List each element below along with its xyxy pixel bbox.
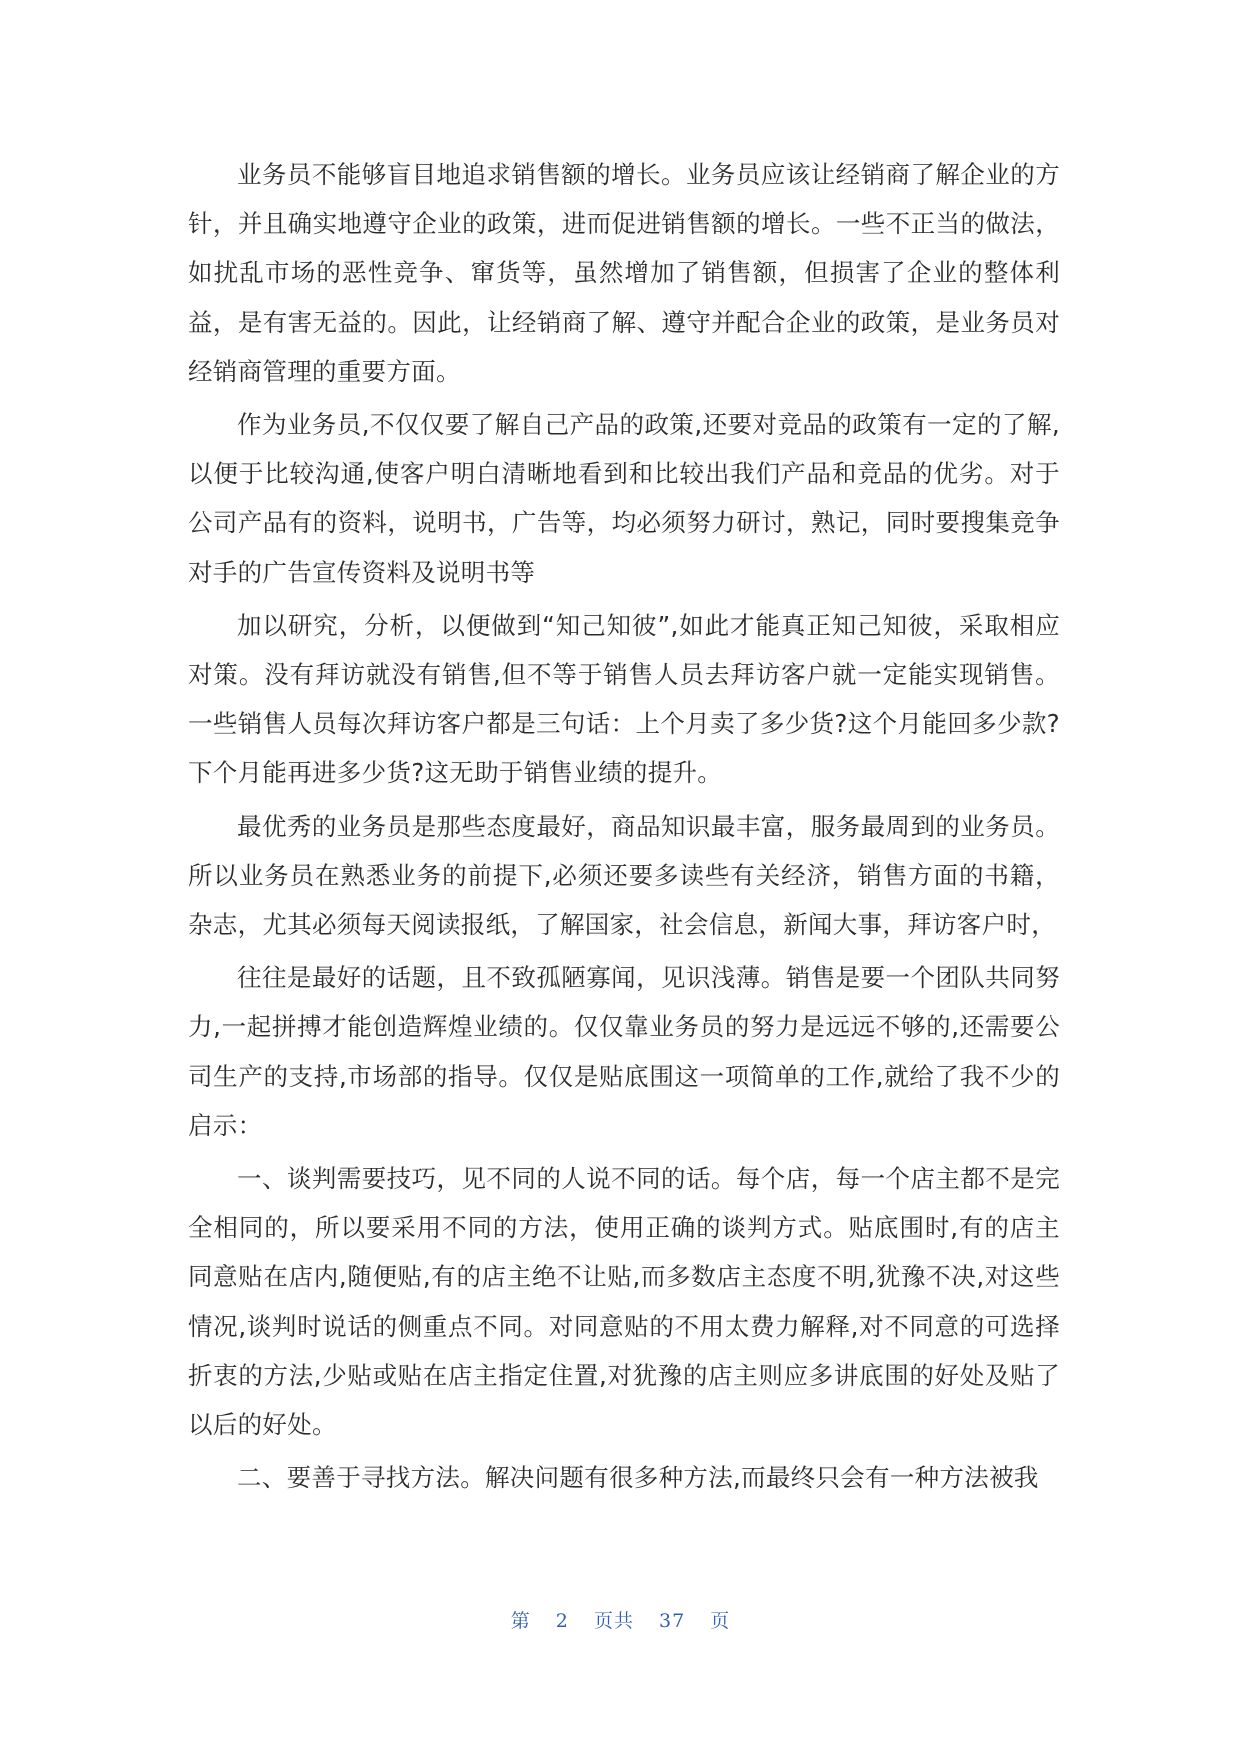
paragraph-3: 加以研究，分析，以便做到“知己知彼”,如此才能真正知己知彼，采取相应对策。没有拜访就没有销售,但不等于销售人员去拜访客户就一定能实现销售。一些销售人员每次拜访客户都是三句话：上个月卖了多少货?这个月能回多少款?下个月能再进多少货?这无助于销售业绩的提升。 xyxy=(188,610,1060,788)
document-body xyxy=(188,150,1060,1502)
paragraph-2: 作为业务员,不仅仅要了解自己产品的政策,还要对竞品的政策有一定的了解,以便于比较沟通,使客户明白清晰地看到和比较出我们产品和竞品的优劣。对于公司产品有的资料，说明书，广告等，均必须努力研讨，熟记，同时要搜集竞争对手的广告宣传资料及说明书等 xyxy=(188,410,1060,587)
paragraph-7: 二、要善于寻找方法。解决问题有很多种方法,而最终只会有一种方法被我 xyxy=(237,1463,1039,1493)
footer-suffix: 页 xyxy=(710,1610,731,1632)
paragraph-6: 一、谈判需要技巧，见不同的人说不同的话。每个店，每一个店主都不是完全相同的，所以要采用不同的方法，使用正确的谈判方式。贴底围时,有的店主同意贴在店内,随便贴,有的店主绝不让贴,而多数店主态度不明,犹豫不决,对这些情况,谈判时说话的侧重点不同。对同意贴的不用太费力解释,对不同意的可选择折衷的方法,少贴或贴在店主指定住置,对犹豫的店主则应多讲底围的好处及贴了以后的好处。 xyxy=(188,1164,1060,1440)
footer-middle: 页共 xyxy=(593,1610,634,1632)
footer-prefix: 第 xyxy=(510,1610,531,1632)
paragraph-5: 往往是最好的话题，且不致孤陋寡闻，见识浅薄。销售是要一个团队共同努力,一起拼搏才能创造辉煌业绩的。仅仅靠业务员的努力是远远不够的,还需要公司生产的支持,市场部的指导。仅仅是贴底围这一项简单的工作,就给了我不少的启示： xyxy=(188,963,1060,1140)
paragraph-1: 业务员不能够盲目地追求销售额的增长。业务员应该让经销商了解企业的方针，并且确实地遵守企业的政策，进而促进销售额的增长。一些不正当的做法，如扰乱市场的恶性竞争、窜货等，虽然增加了销售额，但损害了企业的整体利益，是有害无益的。因此，让经销商了解、遵守并配合企业的政策，是业务员对经销商管理的重要方面。 xyxy=(188,160,1060,386)
page-footer xyxy=(0,1606,1241,1633)
paragraph-4: 最优秀的业务员是那些态度最好，商品知识最丰富，服务最周到的业务员。所以业务员在熟悉业务的前提下,必须还要多读些有关经济，销售方面的书籍，杂志，尤其必须每天阅读报纸，了解国家，社会信息，新闻大事，拜访客户时， xyxy=(188,811,1060,940)
current-page-number: 2 xyxy=(555,1610,569,1632)
total-page-count: 37 xyxy=(659,1610,686,1632)
